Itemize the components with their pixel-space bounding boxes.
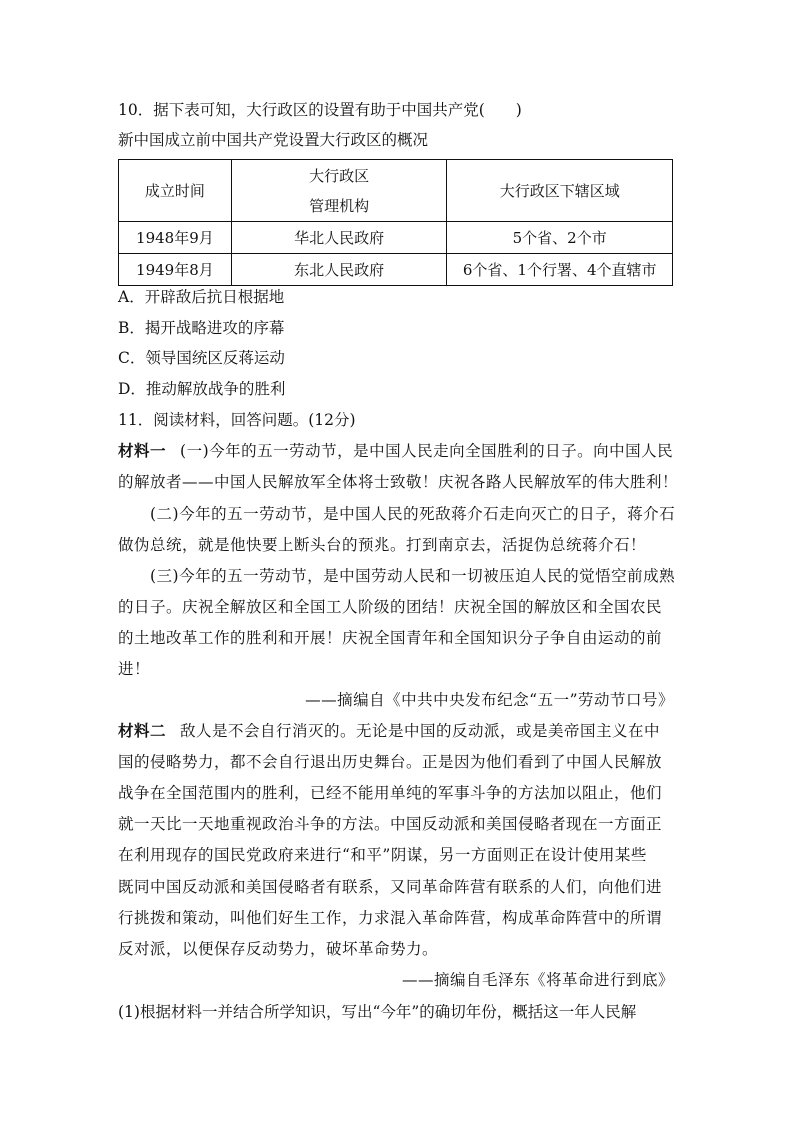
- material-1-text: 的土地改革工作的胜利和开展！庆祝全国青年和全国知识分子争自由运动的前: [118, 629, 663, 647]
- table-cell: 东北人民政府: [231, 254, 447, 286]
- header-line: 管理机构: [309, 196, 370, 215]
- header-cell: [231, 160, 447, 222]
- table-cell: 6个省、1个行署、4个直辖市: [447, 254, 673, 286]
- table-cell: 华北人民政府: [231, 222, 447, 254]
- material-2-text: 敌人是不会自行消灭的。无论是中国的反动派，或是美帝国主义在中: [180, 722, 661, 740]
- q10-stem: 10．据下表可知，大行政区的设置有助于中国共产党( ): [118, 101, 522, 119]
- material-1-text: 进！: [118, 660, 151, 678]
- material-1-label: 材料一: [118, 441, 167, 460]
- material-2-text: 国的侵略势力，都不会自行退出历史舞台。正是因为他们看到了中国人民解放: [118, 753, 663, 771]
- table-row: [119, 254, 673, 286]
- table-cell: 1948年9月: [119, 222, 232, 254]
- table-header-row: [119, 160, 673, 222]
- admin-region-table: [118, 159, 673, 286]
- table-row: [119, 222, 673, 254]
- material-1-text: (三)今年的五一劳动节，是中国劳动人民和一切被压迫人民的觉悟空前成熟: [150, 567, 676, 585]
- material-1-text: 的日子。庆祝全解放区和全国工人阶级的团结！庆祝全国的解放区和全国农民: [118, 598, 663, 616]
- header-cell: 成立时间: [119, 160, 232, 222]
- material-1-text: (二)今年的五一劳动节，是中国人民的死敌蒋介石走向灭亡的日子，蒋介石: [150, 505, 676, 523]
- material-1-text: 的解放者——中国人民解放军全体将士致敬！庆祝各路人民解放军的伟大胜利！: [118, 473, 679, 491]
- table-title: 新中国成立前中国共产党设置大行政区的概况: [118, 131, 429, 149]
- option-a: A．开辟敌后抗日根据地: [118, 288, 285, 306]
- material-2-label: 材料二: [118, 721, 167, 740]
- header-cell: 大行政区下辖区域: [447, 160, 673, 222]
- material-2-text: 就一天比一天地重视政治斗争的方法。中国反动派和美国侵略者现在一方面正: [118, 815, 663, 833]
- material-2-first-line: [118, 721, 660, 741]
- option-c: C．领导国统区反蒋运动: [118, 349, 285, 367]
- sub-question-1: (1)根据材料一并结合所学知识，写出“今年”的确切年份，概括这一年人民解: [118, 1003, 637, 1021]
- option-d: D．推动解放战争的胜利: [118, 380, 286, 398]
- q11-stem: 11．阅读材料，回答问题。(12分): [118, 411, 356, 429]
- header-line: 大行政区: [309, 166, 370, 185]
- material-2-text: 反对派，以便保存反动势力，破坏革命势力。: [118, 940, 439, 958]
- table-cell: 5个省、2个市: [447, 222, 673, 254]
- material-2-text: 在利用现存的国民党政府来进行“和平”阴谋，另一方面则正在设计使用某些: [118, 846, 647, 864]
- material-1-text: 做伪总统，就是他快要上断头台的预兆。打到南京去，活捉伪总统蒋介石！: [118, 536, 647, 554]
- option-b: B．揭开战略进攻的序幕: [118, 319, 285, 337]
- material-1-first-line: [118, 441, 673, 461]
- material-1-source: ——摘编自《中共中央发布纪念“五一”劳动节口号》: [305, 691, 674, 709]
- material-2-text: 行挑拨和策动，叫他们好生工作，力求混入革命阵营，构成革命阵营中的所谓: [118, 909, 663, 927]
- material-1-text: (一)今年的五一劳动节，是中国人民走向全国胜利的日子。向中国人民: [180, 442, 674, 460]
- table-cell: 1949年8月: [119, 254, 232, 286]
- material-2-text: 战争在全国范围内的胜利，已经不能用单纯的军事斗争的方法加以阻止，他们: [118, 784, 663, 802]
- material-2-source: ——摘编自毛泽东《将革命进行到底》: [401, 971, 674, 989]
- material-2-text: 既同中国反动派和美国侵略者有联系，又同革命阵营有联系的人们，向他们进: [118, 878, 663, 896]
